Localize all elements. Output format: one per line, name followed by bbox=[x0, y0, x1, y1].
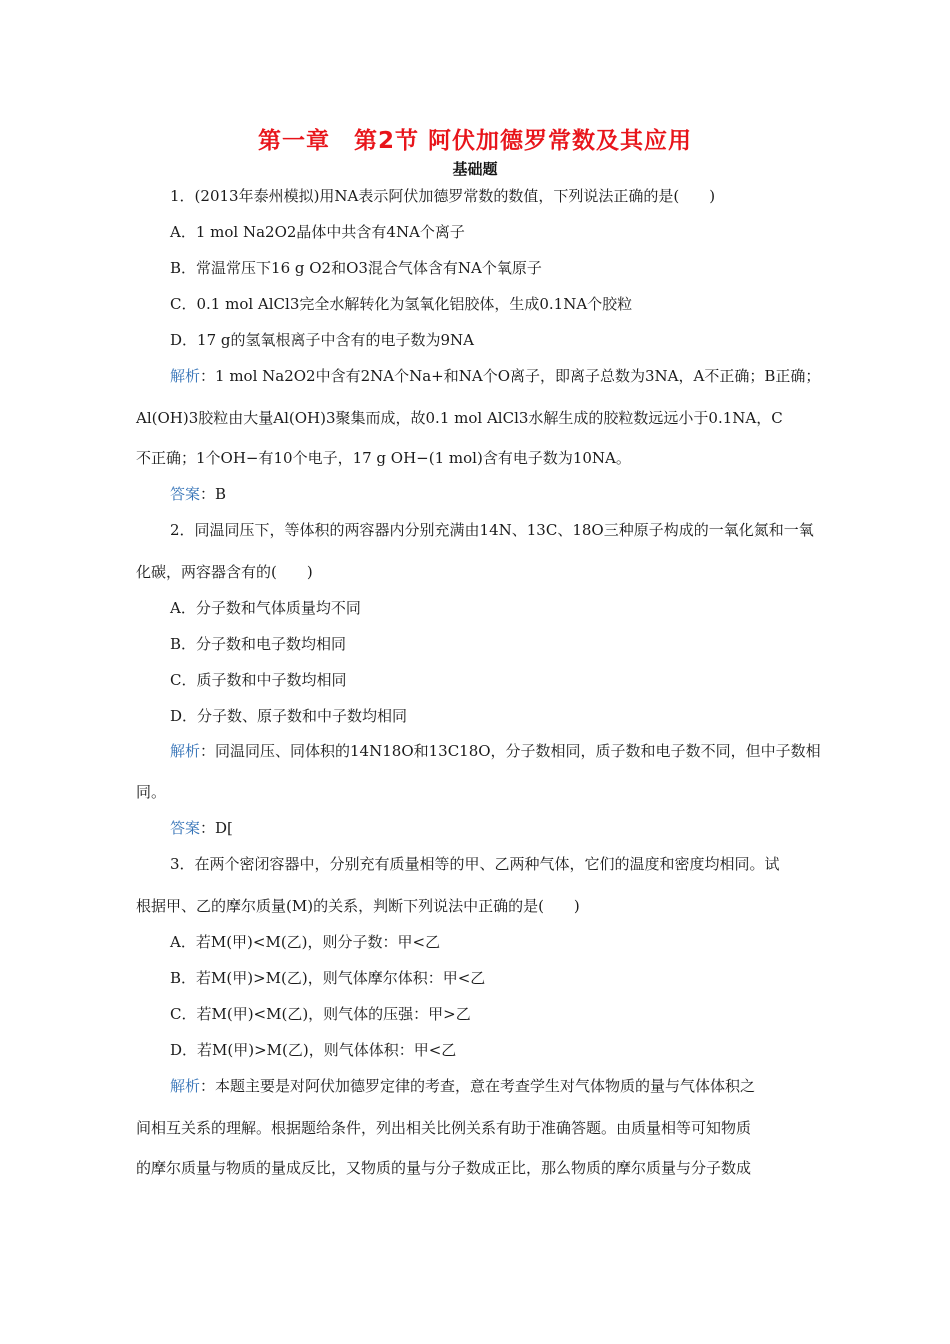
q1-explanation-line-3: 不正确；1个OH−有10个电子，17 g OH−(1 mol)含有电子数为10NA。 bbox=[136, 449, 631, 467]
q2-option-b: B．分子数和电子数均相同 bbox=[170, 635, 347, 653]
q1-option-d: D．17 g的氢氧根离子中含有的电子数为9NA bbox=[170, 331, 474, 349]
q1-option-a: A．1 mol Na2O2晶体中共含有4NA个离子 bbox=[170, 223, 465, 241]
q2-option-c: C．质子数和中子数均相同 bbox=[170, 671, 347, 689]
page-title: 第一章 第2节 阿伏加德罗常数及其应用 bbox=[257, 128, 692, 154]
q3-explanation-line-2: 间相互关系的理解。根据题给条件，列出相关比例关系有助于准确答题。由质量相等可知物质 bbox=[136, 1119, 752, 1137]
q3-explanation-line-3: 的摩尔质量与物质的量成反比，又物质的量与分子数成正比，那么物质的摩尔质量与分子数成 bbox=[136, 1159, 752, 1177]
q2-option-a: A．分子数和气体质量均不同 bbox=[170, 599, 361, 617]
section-subtitle: 基础题 bbox=[452, 160, 498, 178]
q2-option-d: D．分子数、原子数和中子数均相同 bbox=[170, 707, 408, 725]
q3-stem-line-2: 根据甲、乙的摩尔质量(M)的关系，判断下列说法中正确的是( ) bbox=[136, 897, 580, 915]
q3-option-a: A．若M(甲)<M(乙)，则分子数：甲<乙 bbox=[170, 933, 441, 951]
answer-label: 答案 bbox=[170, 485, 201, 503]
q1-option-c: C．0.1 mol AlCl3完全水解转化为氢氧化铝胶体，生成0.1NA个胶粒 bbox=[170, 295, 633, 313]
explanation-label: 解析 bbox=[170, 1077, 201, 1095]
q1-option-b: B．常温常压下16 g O2和O3混合气体含有NA个氧原子 bbox=[170, 259, 542, 277]
q1-answer: 答案：B bbox=[170, 485, 227, 503]
q2-explanation-line-1: 解析：同温同压、同体积的14N18O和13C18O，分子数相同，质子数和电子数不同，但中子数相 bbox=[170, 742, 821, 760]
q1-stem: 1．(2013年泰州模拟)用NA表示阿伏加德罗常数的数值，下列说法正确的是( ) bbox=[170, 187, 716, 205]
answer-label: 答案 bbox=[170, 819, 201, 837]
q3-option-d: D．若M(甲)>M(乙)，则气体体积：甲<乙 bbox=[170, 1041, 457, 1059]
q1-explanation-line-1: 解析：1 mol Na2O2中含有2NA个Na+和NA个O离子，即离子总数为3NA，A不正确；B正确； bbox=[170, 367, 821, 385]
q2-explanation-line-2: 同。 bbox=[136, 783, 167, 801]
q3-option-b: B．若M(甲)>M(乙)，则气体摩尔体积：甲<乙 bbox=[170, 969, 486, 987]
q2-stem-line-1: 2．同温同压下，等体积的两容器内分别充满由14N、13C、18O三种原子构成的一氧化氮和一氧 bbox=[170, 521, 814, 539]
q3-stem-line-1: 3．在两个密闭容器中，分别充有质量相等的甲、乙两种气体，它们的温度和密度均相同。试 bbox=[170, 855, 780, 873]
q3-option-c: C．若M(甲)<M(乙)，则气体的压强：甲>乙 bbox=[170, 1005, 471, 1023]
q2-answer: 答案：D[ bbox=[170, 819, 233, 837]
explanation-label: 解析 bbox=[170, 742, 201, 760]
q1-explanation-line-2: Al(OH)3胶粒由大量Al(OH)3聚集而成，故0.1 mol AlCl3水解生成的胶粒数远远小于0.1NA，C bbox=[136, 409, 783, 427]
q2-stem-line-2: 化碳，两容器含有的( ) bbox=[136, 563, 313, 581]
q3-explanation-line-1: 解析：本题主要是对阿伏加德罗定律的考查，意在考查学生对气体物质的量与气体体积之 bbox=[170, 1077, 756, 1095]
explanation-label: 解析 bbox=[170, 367, 201, 385]
